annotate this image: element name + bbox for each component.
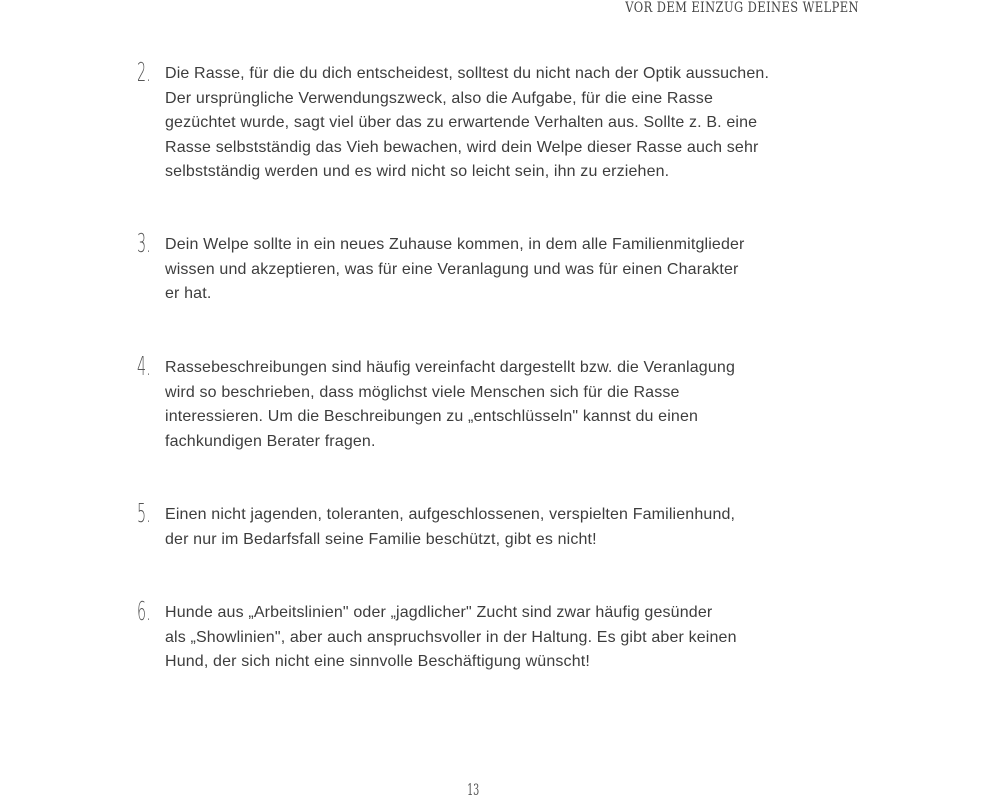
page-number-text: 13 — [466, 780, 480, 799]
list-item-3 — [137, 229, 817, 307]
text-line: Hund, der sich nicht eine sinnvolle Beschäftigung wünscht! — [165, 653, 590, 671]
item-text — [165, 601, 817, 675]
text-line: gezüchtet wurde, sagt viel über das zu erwartende Verhalten aus. Sollte z. B. eine — [165, 114, 758, 132]
running-header: VOR DEM EINZUG DEINES WELPEN — [625, 0, 859, 16]
text-line: Rassebeschreibungen sind häufig vereinfacht dargestellt bzw. die Veranlagung — [165, 359, 735, 376]
item-number: 5. — [137, 499, 151, 529]
text-line: Die Rasse, für die du dich entscheidest, solltest du nicht nach der Optik aussuchen. — [165, 65, 770, 82]
text-line: selbstständig werden und es wird nicht so leicht sein, ihn zu erziehen. — [165, 163, 670, 181]
text-line: als „Showlinien", aber auch anspruchsvoller in der Haltung. Es gibt aber keinen — [165, 628, 737, 646]
text-line: fachkundigen Berater fragen. — [165, 432, 376, 450]
item-text — [165, 356, 817, 454]
text-line: Hunde aus „Arbeitslinien" oder „jagdlicher" Zucht sind zwar häufig gesünder — [165, 604, 713, 621]
text-line: interessieren. Um die Beschreibungen zu „entschlüsseln" kannst du einen — [165, 408, 699, 426]
item-number: 3. — [137, 229, 151, 259]
list-item-6 — [137, 597, 817, 675]
text-line: wird so beschrieben, dass möglichst viele Menschen sich für die Rasse — [165, 383, 680, 401]
item-text — [165, 233, 817, 307]
text-line: Rasse selbstständig das Vieh bewachen, wird dein Welpe dieser Rasse auch sehr — [165, 138, 759, 156]
item-text — [165, 62, 817, 185]
item-number: 2. — [137, 58, 151, 88]
list-item-4 — [137, 352, 817, 454]
text-line: Dein Welpe sollte in ein neues Zuhause kommen, in dem alle Familienmitglieder — [165, 236, 745, 253]
list-item-5 — [137, 499, 817, 552]
text-line: Der ursprüngliche Verwendungszweck, also die Aufgabe, für die eine Rasse — [165, 89, 714, 107]
page-number — [0, 780, 946, 799]
list-item-2 — [137, 58, 817, 185]
text-line: Einen nicht jagenden, toleranten, aufgeschlossenen, verspielten Familienhund, — [165, 506, 736, 523]
item-text — [165, 503, 817, 552]
text-line: wissen und akzeptieren, was für eine Veranlagung und was für einen Charakter — [165, 260, 739, 278]
text-line: er hat. — [165, 285, 212, 303]
text-line: der nur im Bedarfsfall seine Familie beschützt, gibt es nicht! — [165, 530, 597, 548]
item-number: 4. — [137, 352, 151, 382]
item-number: 6. — [137, 597, 151, 627]
